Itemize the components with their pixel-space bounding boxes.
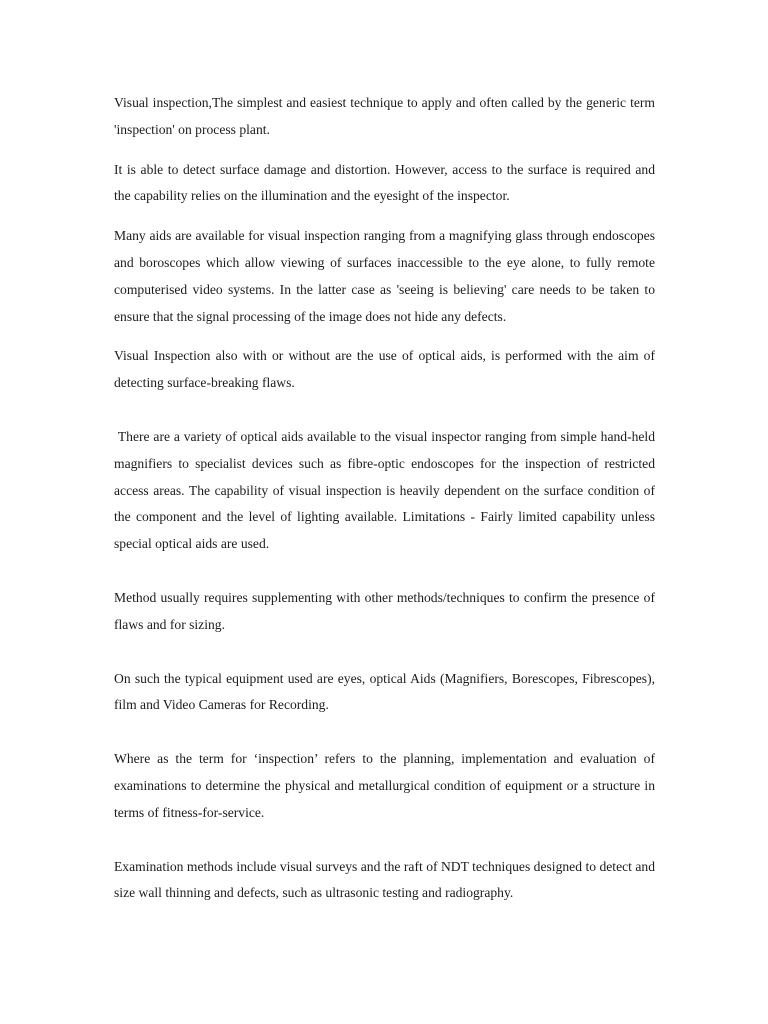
paragraph-aids-available: Many aids are available for visual inspection ranging from a magnifying glass through endoscopes and boroscopes which allow viewing of surfaces inaccessible to the eye alone, to fully remote computerised video systems. In the latter case as 'seeing is believing' care needs to be taken to ensure that the signal processing of the image does not hide any defects. bbox=[114, 228, 659, 324]
paragraph-visual-inspection-intro: Visual inspection,The simplest and easiest technique to apply and often called by the generic term 'inspection' on process plant. bbox=[114, 95, 659, 137]
paragraph-typical-equipment: On such the typical equipment used are eyes, optical Aids (Magnifiers, Borescopes, Fibrescopes), film and Video Cameras for Recording. bbox=[114, 670, 659, 713]
paragraph-method-supplementing: Method usually requires supplementing with other methods/techniques to confirm the presence of flaws and for sizing. bbox=[114, 589, 659, 632]
document-body bbox=[114, 90, 659, 907]
paragraph-optical-aids-use: Visual Inspection also with or without are the use of optical aids, is performed with the aim of detecting surface-breaking flaws. bbox=[114, 348, 659, 391]
paragraph-examination-methods: Examination methods include visual surveys and the raft of NDT techniques designed to detect and size wall thinning and defects, such as ultrasonic testing and radiography. bbox=[114, 858, 659, 901]
paragraph-inspection-term: Where as the term for ‘inspection’ refers to the planning, implementation and evaluation of examinations to determine the physical and metallurgical condition of equipment or a structure in terms of fitness-for-service. bbox=[114, 751, 659, 820]
paragraph-surface-damage: It is able to detect surface damage and distortion. However, access to the surface is required and the capability relies on the illumination and the eyesight of the inspector. bbox=[114, 161, 659, 204]
paragraph-variety-of-aids: There are a variety of optical aids available to the visual inspector ranging from simple hand-held magnifiers to specialist devices such as fibre-optic endoscopes for the inspection of restricted access areas. The capability of visual inspection is heavily dependent on the surface condition of the component and the level of lighting available. Limitations - Fairly limited capability unless special optical aids are used. bbox=[114, 428, 659, 552]
